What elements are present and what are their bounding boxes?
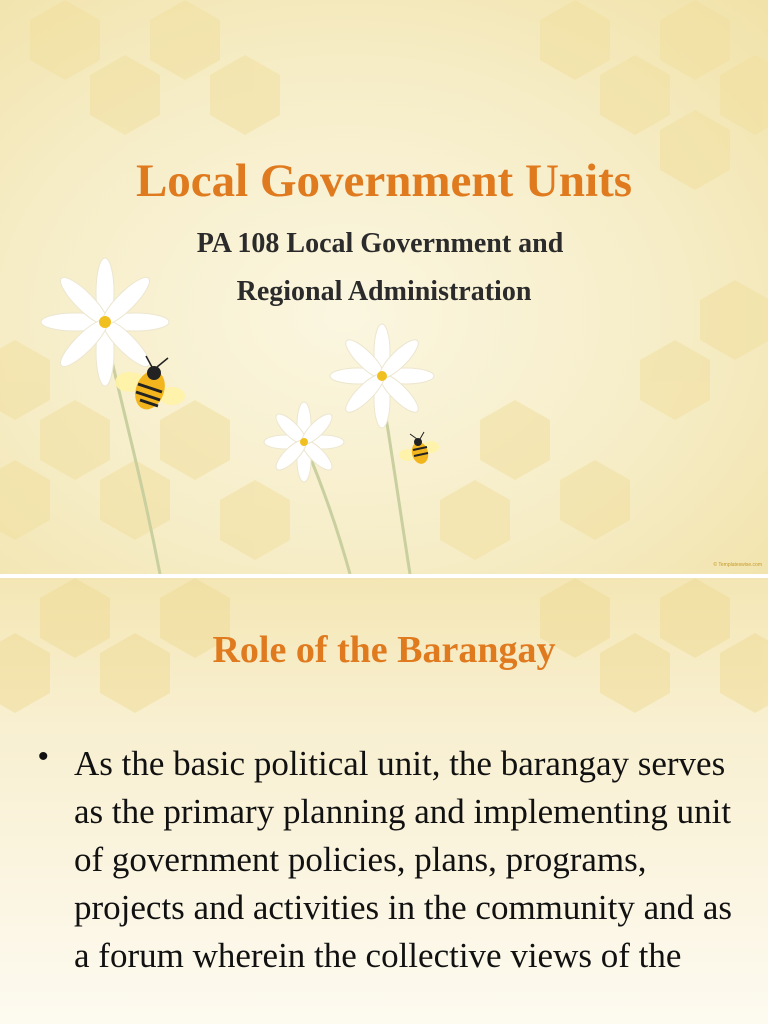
bullet-text: As the basic political unit, the barangay serves as the primary planning and implementing unit of government policies, plans, programs, projects and activities in the community and as a forum wherein the collective views of the	[74, 744, 733, 975]
bullet-icon: •	[38, 740, 49, 773]
bee-icon	[399, 432, 439, 466]
slide-subtitle-line-1: PA 108 Local Government and	[196, 228, 564, 259]
slide-2	[0, 578, 768, 1024]
daisy-flower-icon	[330, 324, 434, 428]
daisy-flower-icon	[264, 402, 344, 482]
bee-icon	[115, 356, 185, 414]
slide-subtitle-line-2: Regional Administration	[236, 276, 532, 307]
template-credit: © Templateswise.com	[713, 562, 762, 568]
slide-title: Local Government Units	[135, 155, 633, 207]
slide-title: Role of the Barangay	[212, 629, 556, 671]
